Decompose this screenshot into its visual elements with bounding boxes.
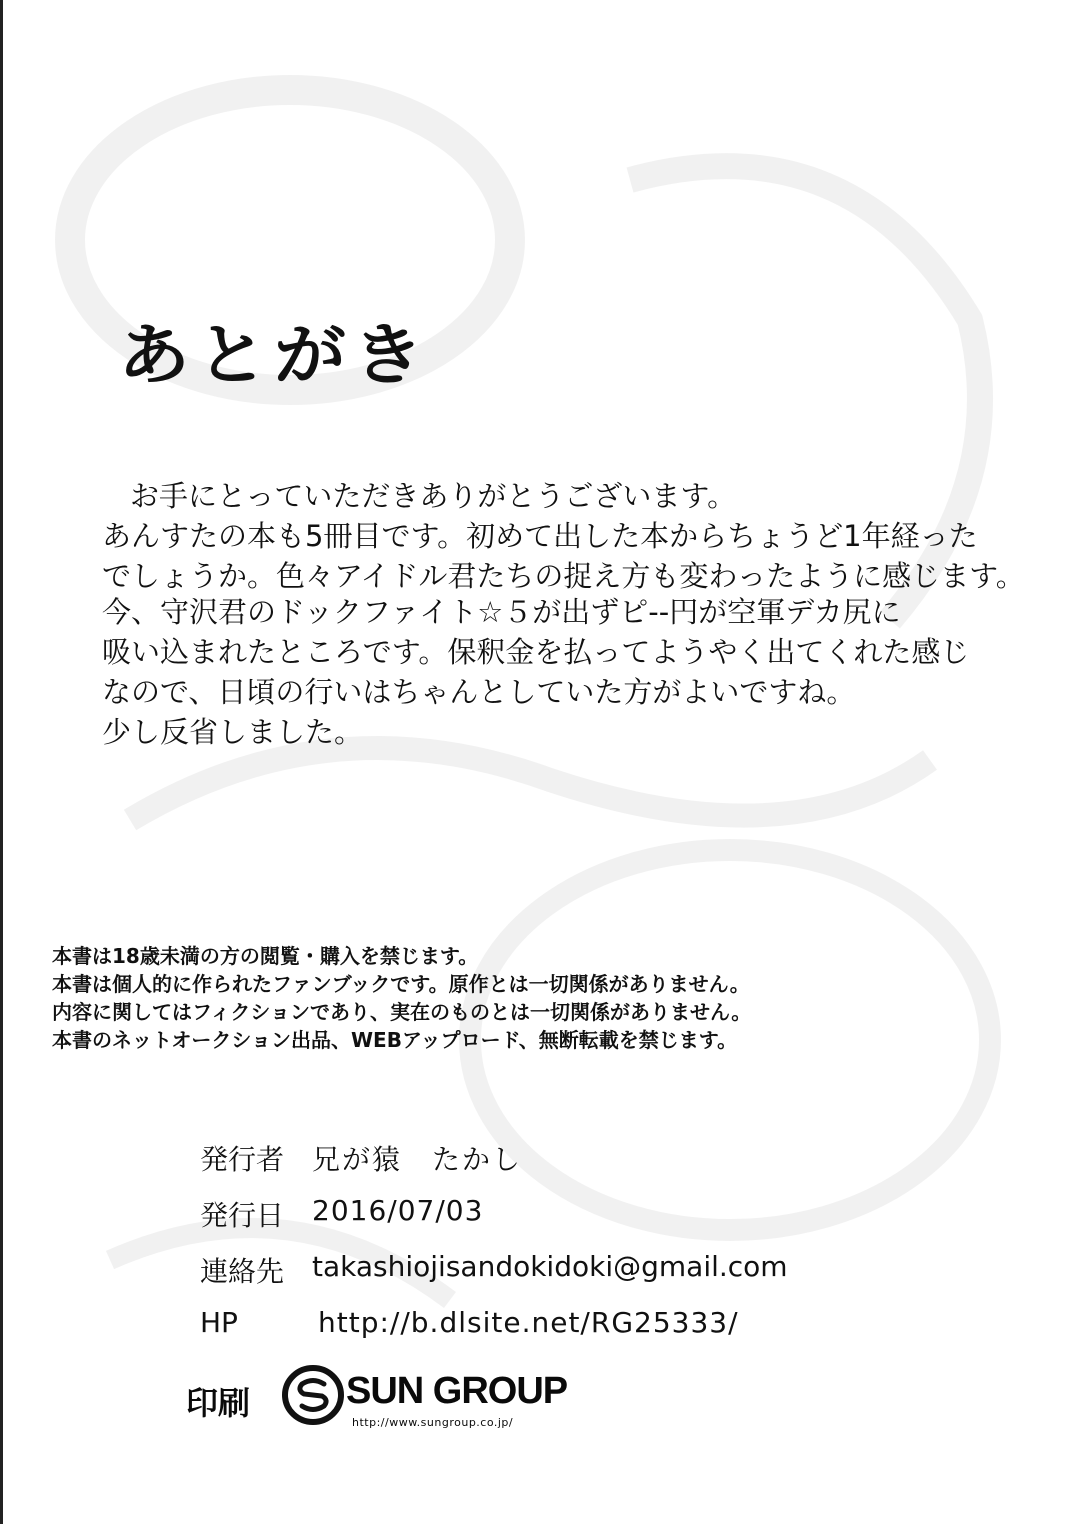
- contact-label: 連絡先: [200, 1255, 285, 1288]
- notice-line: 本書は18歳未満の方の閲覧・購入を禁じます。: [52, 944, 479, 968]
- date-value: 2016/07/03: [312, 1194, 484, 1227]
- date-label: 発行日: [200, 1199, 285, 1232]
- afterword-line: 少し反省しました。: [102, 715, 364, 749]
- notice-line: 本書のネットオークション出品、WEBアップロード、無断転載を禁じます。: [52, 1028, 738, 1052]
- printer-url: http://www.sungroup.co.jp/: [352, 1416, 514, 1429]
- homepage-url: http://b.dlsite.net/RG25333/: [318, 1306, 739, 1339]
- afterword-line: 吸い込まれたところです。保釈金を払ってようやく出てくれた感じ: [102, 635, 970, 669]
- printer-credit: [186, 1364, 606, 1454]
- publisher-value: 兄が猿 たかし: [312, 1143, 523, 1176]
- page-edge: [0, 0, 3, 1524]
- afterword-line: お手にとっていただきありがとうございます。: [130, 479, 737, 513]
- homepage-label: HP: [200, 1306, 238, 1339]
- afterword-paragraph-1: [102, 476, 1042, 596]
- printer-name: SUN GROUP: [346, 1370, 568, 1412]
- sun-group-logo-icon: [282, 1364, 344, 1426]
- legal-notices: [52, 942, 1052, 1054]
- page-title: あとがき: [118, 315, 431, 394]
- afterword-line: なので、日頃の行いはちゃんとしていた方がよいですね。: [102, 675, 856, 709]
- printer-label: 印刷: [186, 1384, 251, 1422]
- contact-email: takashiojisandokidoki@gmail.com: [312, 1250, 788, 1283]
- afterword-line: 今、守沢君のドックファイト☆５が出ずピ--円が空軍デカ尻に: [102, 595, 901, 629]
- notice-line: 本書は個人的に作られたファンブックです。原作とは一切関係がありません。: [52, 972, 750, 996]
- afterword-paragraph-2: [102, 592, 1042, 752]
- publisher-label: 発行者: [200, 1143, 285, 1176]
- afterword-line: あんすたの本も5冊目です。初めて出した本からちょうど1年経った: [102, 519, 978, 553]
- afterword-line: でしょうか。色々アイドル君たちの捉え方も変わったように感じます。: [102, 559, 1025, 593]
- notice-line: 内容に関してはフィクションであり、実在のものとは一切関係がありません。: [52, 1000, 752, 1024]
